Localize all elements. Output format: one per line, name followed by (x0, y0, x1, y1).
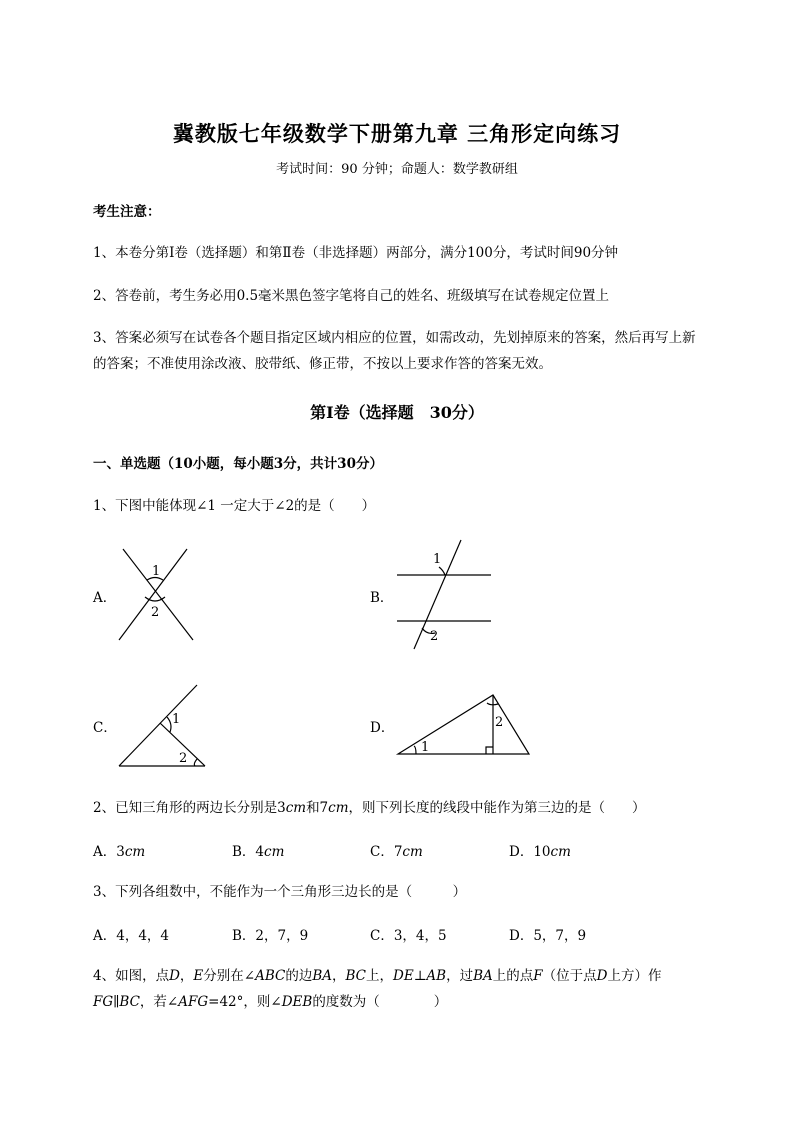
q1d-angle-2-label: 2 (495, 715, 504, 730)
q1-figure-c (115, 682, 210, 770)
q3-option-d: D．5，7，9 (509, 928, 587, 944)
q1a-angle-1-label: 1 (152, 564, 161, 579)
q1-option-c-label: C． (93, 720, 117, 736)
q2-option-b: B．4cm (232, 844, 285, 860)
page-title: 冀教版七年级数学下册第九章 三角形定向练习 (172, 121, 622, 146)
q1b-angle-2-label: 2 (430, 629, 439, 644)
q2-option-a: A．3cm (93, 844, 146, 860)
q2-stem-part: 和7 (306, 800, 329, 816)
q2-unit: cm (328, 800, 349, 816)
q2-stem-part: ，则下列长度的线段中能作为第三边的是（ ） (348, 800, 646, 816)
part-heading: 一、单选题（10小题，每小题3分，共计30分） (93, 456, 383, 472)
notice-item-2: 2、答卷前，考生务必用0.5毫米黑色签字笔将自己的姓名、班级填写在试卷规定位置上 (93, 288, 610, 304)
q3-option-c: C．3，4，5 (370, 928, 447, 944)
q2-option-c: C．7cm (370, 844, 423, 860)
q1-figure-a (115, 545, 195, 645)
q2-unit: cm (285, 800, 307, 816)
q1-option-b-label: B． (370, 590, 394, 606)
q1d-angle-1-label: 1 (421, 740, 430, 755)
q2-stem-part: 2、已知三角形的两边长分别是3 (93, 800, 286, 816)
notice-item-1: 1、本卷分第I卷（选择题）和第Ⅱ卷（非选择题）两部分，满分100分，考试时间90分钟 (93, 245, 619, 261)
q1c-angle-2-label: 2 (179, 751, 188, 766)
q3-option-b: B．2，7，9 (232, 928, 309, 944)
q2-option-d: D．10cm (509, 844, 571, 860)
section-title: 第I卷（选择题 30分） (310, 403, 484, 422)
question-2-stem (93, 796, 646, 816)
q1a-angle-2-label: 2 (151, 605, 160, 620)
notice-item-3: 3、答案必须写在试卷各个题目指定区域内相应的位置，如需改动，先划掉原来的答案，然后再写上新 (93, 330, 696, 346)
question-1-stem: 1、下图中能体现∠1 一定大于∠2的是（ ） (93, 498, 376, 514)
q1b-angle-1-label: 1 (433, 552, 442, 567)
exam-info: 考试时间：90 分钟；命题人：数学教研组 (276, 162, 518, 177)
question-4-stem-line-2: FG∥BC，若∠AFG=42°，则∠DEB的度数为（ ） (93, 994, 448, 1010)
notice-item-3-continued: 的答案；不准使用涂改液、胶带纸、修正带，不按以上要求作答的答案无效。 (93, 356, 552, 372)
q3-option-a: A．4，4，4 (93, 928, 170, 944)
q1-figure-b (395, 540, 495, 650)
q1-figure-d (395, 690, 535, 760)
question-3-stem: 3、下列各组数中，不能作为一个三角形三边长的是（ ） (93, 884, 467, 900)
notice-heading: 考生注意： (93, 204, 161, 220)
q1-option-a-label: A． (93, 590, 117, 606)
q1-option-d-label: D． (370, 720, 395, 736)
question-4-stem-line-1: 4、如图，点D，E分别在∠ABC的边BA，BC上，DE⊥AB，过BA上的点F（位于点D上方）作 (93, 968, 662, 984)
q1c-angle-1-label: 1 (172, 712, 181, 727)
